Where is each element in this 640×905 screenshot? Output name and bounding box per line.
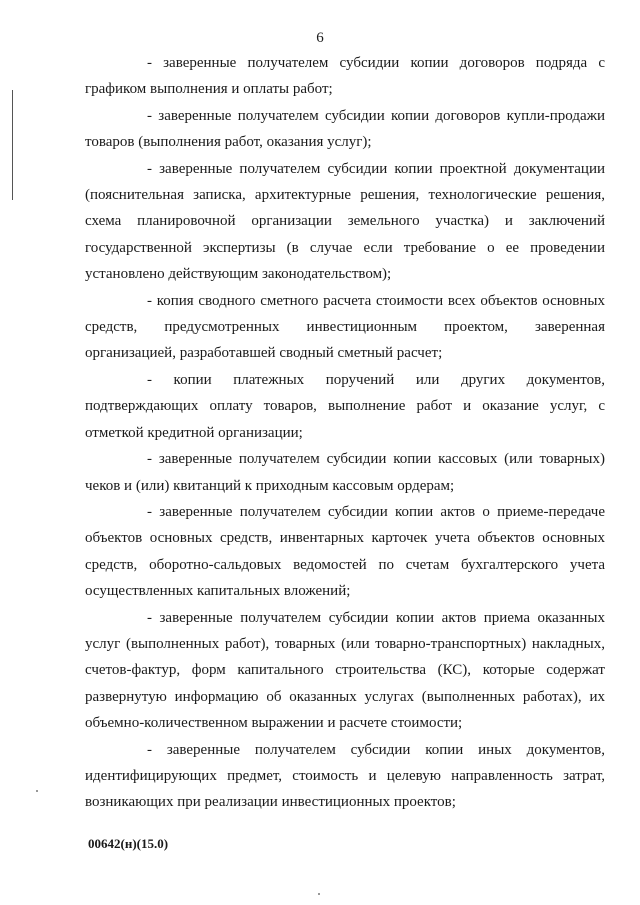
paragraph-5: - копии платежных поручений или других документов, подтверждающих оплату товаров, выполнение работ и оказание услуг, с отметкой кредитной организации; (85, 371, 605, 441)
paragraph-4: - копия сводного сметного расчета стоимости всех объектов основных средств, предусмотренных инвестиционным проектом, заверенная организацией, разработавшей сводный сметный расчет; (85, 292, 605, 362)
document-body (85, 50, 605, 816)
scan-speck (318, 893, 320, 895)
page-number: 6 (316, 30, 324, 46)
paragraph-1: - заверенные получателем субсидии копии договоров подряда с графиком выполнения и оплаты работ; (85, 55, 605, 98)
margin-mark (12, 90, 13, 200)
scan-speck (36, 790, 38, 792)
paragraph-8: - заверенные получателем субсидии копии актов приема оказанных услуг (выполненных работ), товарных (или товарно-транспортных) накладных, счетов-фактур, форм капитального строительства (КС), которые содержат развернутую информацию об оказанных услугах (выполненных работах), их объемно-количественном выражении и расчете стоимости; (85, 609, 605, 732)
paragraph-6: - заверенные получателем субсидии копии кассовых (или товарных) чеков и (или) квитанций к приходным кассовым ордерам; (85, 451, 605, 494)
paragraph-9: - заверенные получателем субсидии копии иных документов, идентифицирующих предмет, стоимость и целевую направленность затрат, возникающих при реализации инвестиционных проектов; (85, 741, 605, 811)
paragraph-2: - заверенные получателем субсидии копии договоров купли-продажи товаров (выполнения работ, оказания услуг); (85, 107, 605, 151)
paragraph-3: - заверенные получателем субсидии копии проектной документации (пояснительная записка, архитектурные решения, технологические решения, схема планировочной организации земельного участка) и заключений государственной экспертизы (в случае если требование о ее проведении установлено действующим законодательством); (85, 160, 605, 283)
footer-code: 00642(н)(15.0) (88, 836, 169, 851)
paragraph-7: - заверенные получателем субсидии копии актов о приеме-передаче объектов основных средств, инвентарных карточек учета объектов основных средств, оборотно-сальдовых ведомостей по счетам бухгалтерского учета осуществленных капитальных вложений; (85, 503, 605, 600)
